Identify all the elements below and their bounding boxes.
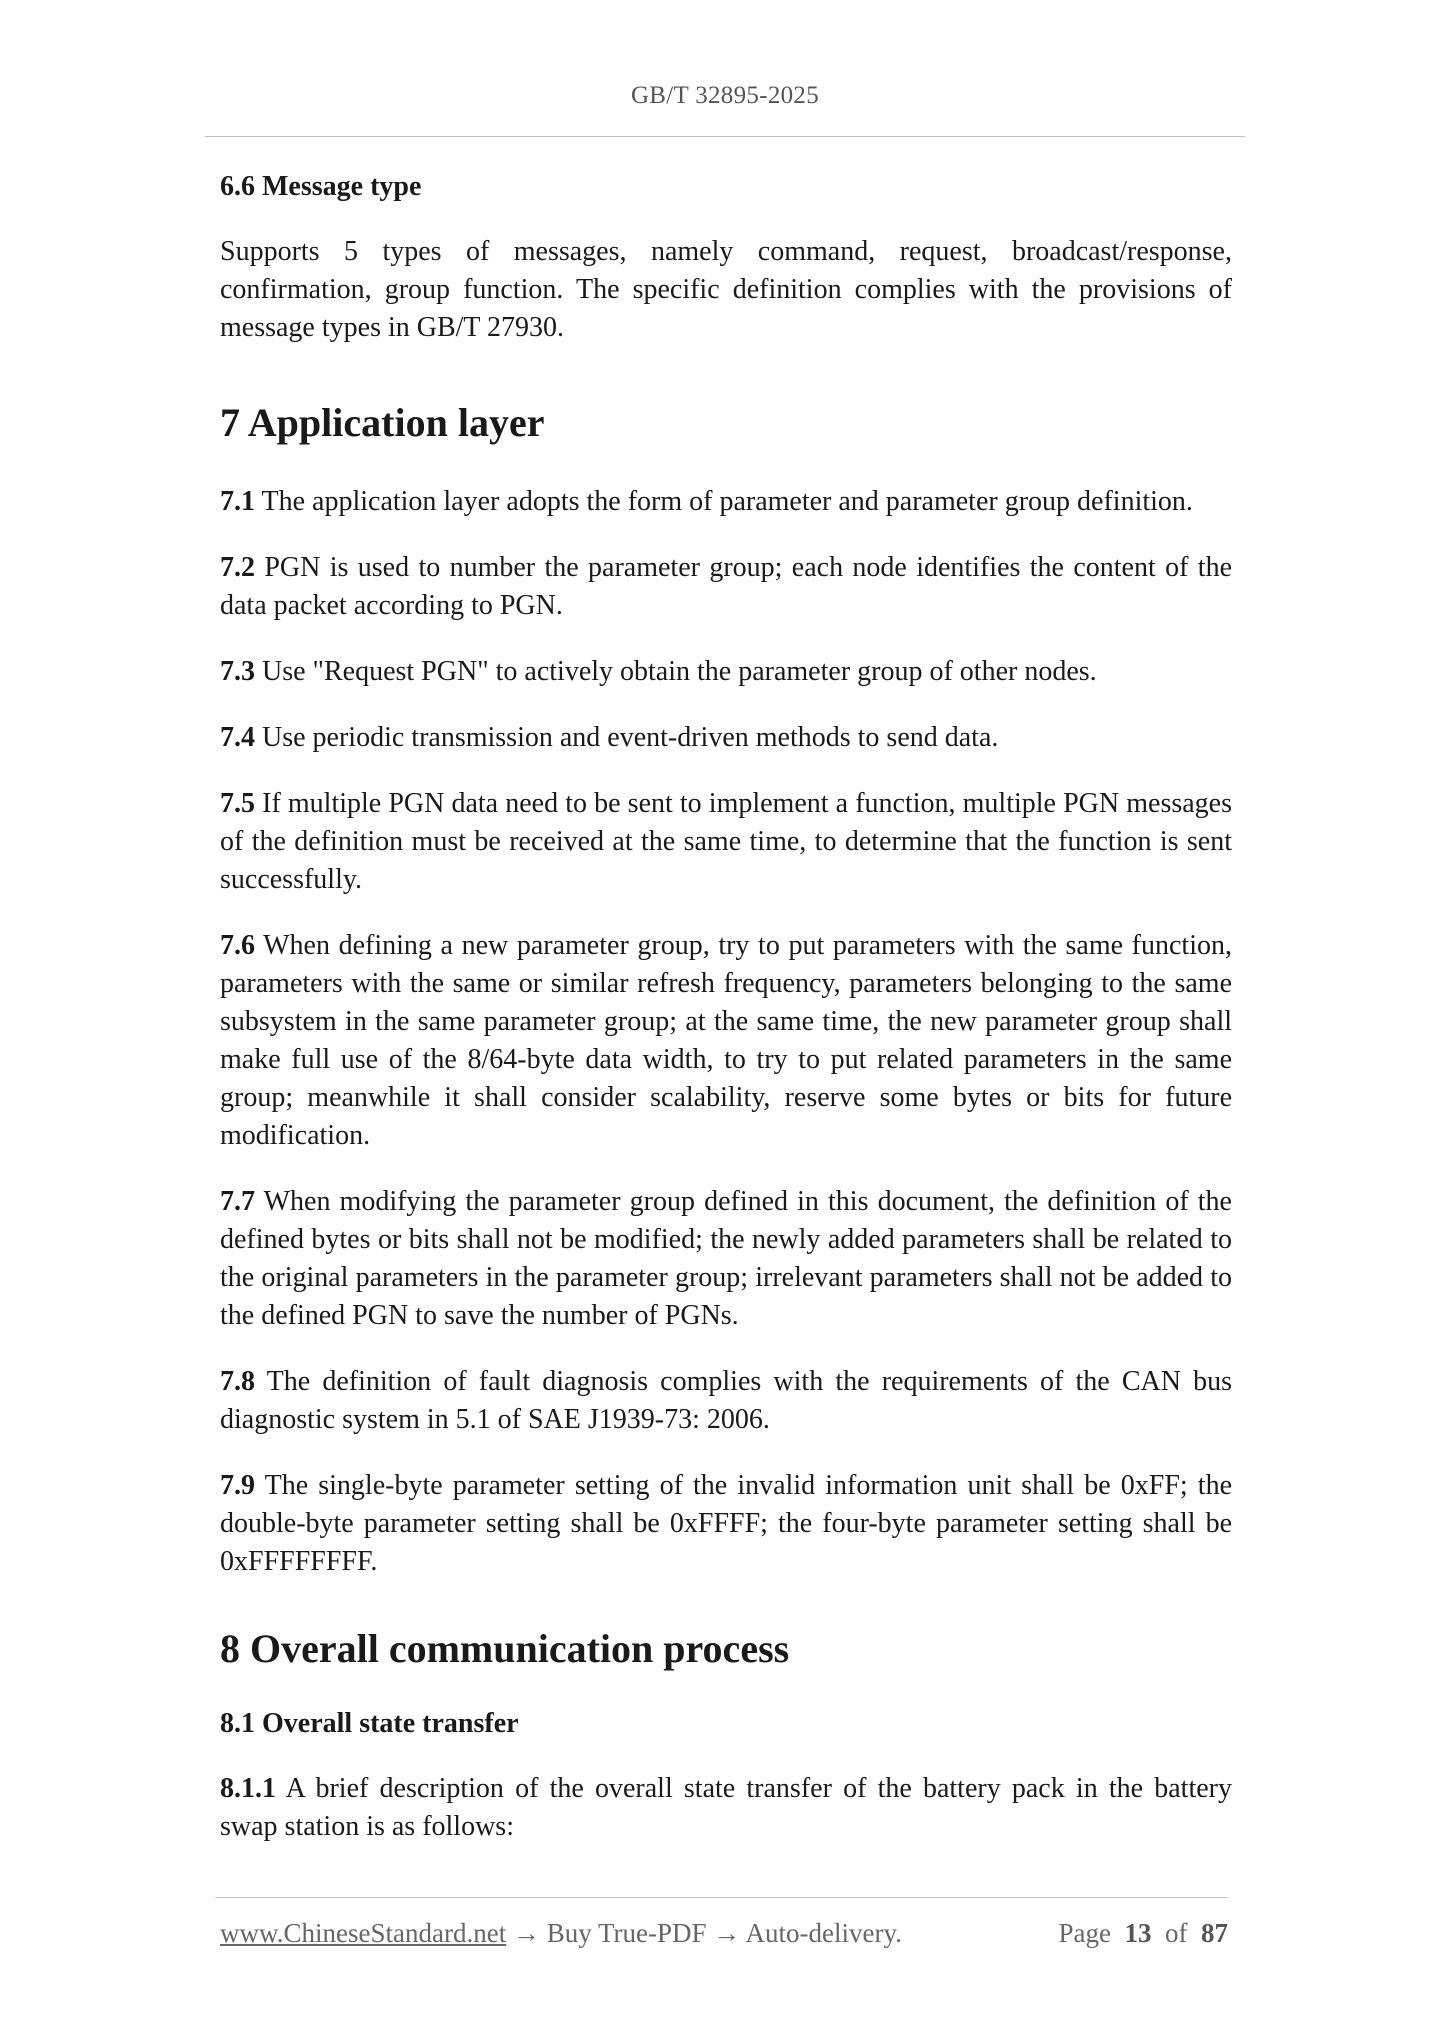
footer-divider xyxy=(215,1897,1228,1898)
clause-text: When modifying the parameter group defined in this document, the definition of the defined bytes or bits shall not be modified; the newly added parameters shall be related to the original parameters in the parameter group; irrelevant parameters shall not be added to the defined PGN to save the number of PGNs. xyxy=(220,1185,1232,1331)
section-heading-8: 8 Overall communication process xyxy=(220,1625,790,1671)
page-footer xyxy=(220,1918,1228,1949)
clause-number: 7.9 xyxy=(220,1469,255,1501)
total-pages-number: 87 xyxy=(1201,1918,1228,1948)
clause-7-2 xyxy=(220,549,1232,625)
clause-number: 7.7 xyxy=(220,1185,255,1217)
arrow-right-icon: → xyxy=(713,1918,741,1948)
clause-text: PGN is used to number the parameter group; each node identifies the content of the data packet according to PGN. xyxy=(220,551,1232,621)
clause-number: 7.2 xyxy=(220,551,255,583)
clause-7-7 xyxy=(220,1183,1232,1335)
clause-number: 7.4 xyxy=(220,721,255,753)
footer-promo xyxy=(220,1918,902,1949)
clause-7-8 xyxy=(220,1363,1232,1439)
buy-pdf-text: Buy True-PDF xyxy=(546,1918,707,1948)
page-header xyxy=(205,82,1245,110)
clause-number: 7.6 xyxy=(220,929,255,961)
clause-text: The application layer adopts the form of parameter and parameter group definition. xyxy=(255,485,1193,517)
page-label: Page xyxy=(1058,1918,1111,1948)
clause-number: 7.3 xyxy=(220,655,255,687)
document-id: GB/T 32895-2025 xyxy=(630,82,820,109)
clause-number: 7.5 xyxy=(220,787,255,819)
clause-text: A brief description of the overall state transfer of the battery pack in the battery swap station is as follows: xyxy=(220,1772,1232,1842)
clause-8-1-1 xyxy=(220,1770,1232,1846)
clause-number: 7.8 xyxy=(220,1365,255,1397)
current-page-number: 13 xyxy=(1124,1918,1152,1948)
clause-7-4 xyxy=(220,719,1232,757)
clause-text: Use "Request PGN" to actively obtain the parameter group of other nodes. xyxy=(255,655,1097,687)
auto-delivery-text: Auto-delivery. xyxy=(745,1918,902,1948)
header-divider xyxy=(205,136,1245,137)
page-indicator xyxy=(1059,1918,1228,1949)
clause-number: 8.1.1 xyxy=(220,1772,276,1804)
clause-7-1 xyxy=(220,483,1232,521)
section-heading-7: 7 Application layer xyxy=(220,399,545,445)
clause-text: The single-byte parameter setting of the invalid information unit shall be 0xFF; the double-byte parameter setting shall be 0xFFFF; the four-byte parameter setting shall be 0xFFFFFFFF. xyxy=(220,1469,1232,1577)
of-label: of xyxy=(1165,1918,1188,1948)
subsection-heading-6-6: 6.6 Message type xyxy=(220,171,422,202)
clause-7-9 xyxy=(220,1467,1232,1581)
clause-7-3 xyxy=(220,653,1232,691)
clause-text: Use periodic transmission and event-driven methods to send data. xyxy=(255,721,999,753)
arrow-right-icon: → xyxy=(512,1918,540,1948)
paragraph-6-6: Supports 5 types of messages, namely command, request, broadcast/response, confirmation, group function. The specific definition complies with the provisions of message types in GB/T 27930. xyxy=(220,235,1232,343)
clause-7-6 xyxy=(220,927,1232,1155)
clause-7-5 xyxy=(220,785,1232,899)
subsection-heading-8-1: 8.1 Overall state transfer xyxy=(220,1707,519,1739)
clause-number: 7.1 xyxy=(220,485,255,517)
website-link[interactable]: www.ChineseStandard.net xyxy=(220,1918,507,1948)
clause-text: The definition of fault diagnosis complies with the requirements of the CAN bus diagnostic system in 5.1 of SAE J1939-73: 2006. xyxy=(220,1365,1232,1435)
clause-text: If multiple PGN data need to be sent to implement a function, multiple PGN messages of the definition must be received at the same time, to determine that the function is sent successfully. xyxy=(220,787,1232,895)
clause-text: When defining a new parameter group, try to put parameters with the same function, parameters with the same or similar refresh frequency, parameters belonging to the same subsystem in the same parameter group; at the same time, the new parameter group shall make full use of the 8/64-byte data width, to try to put related parameters in the same group; meanwhile it shall consider scalability, reserve some bytes or bits for future modification. xyxy=(220,929,1232,1151)
document-body xyxy=(220,168,1232,1846)
